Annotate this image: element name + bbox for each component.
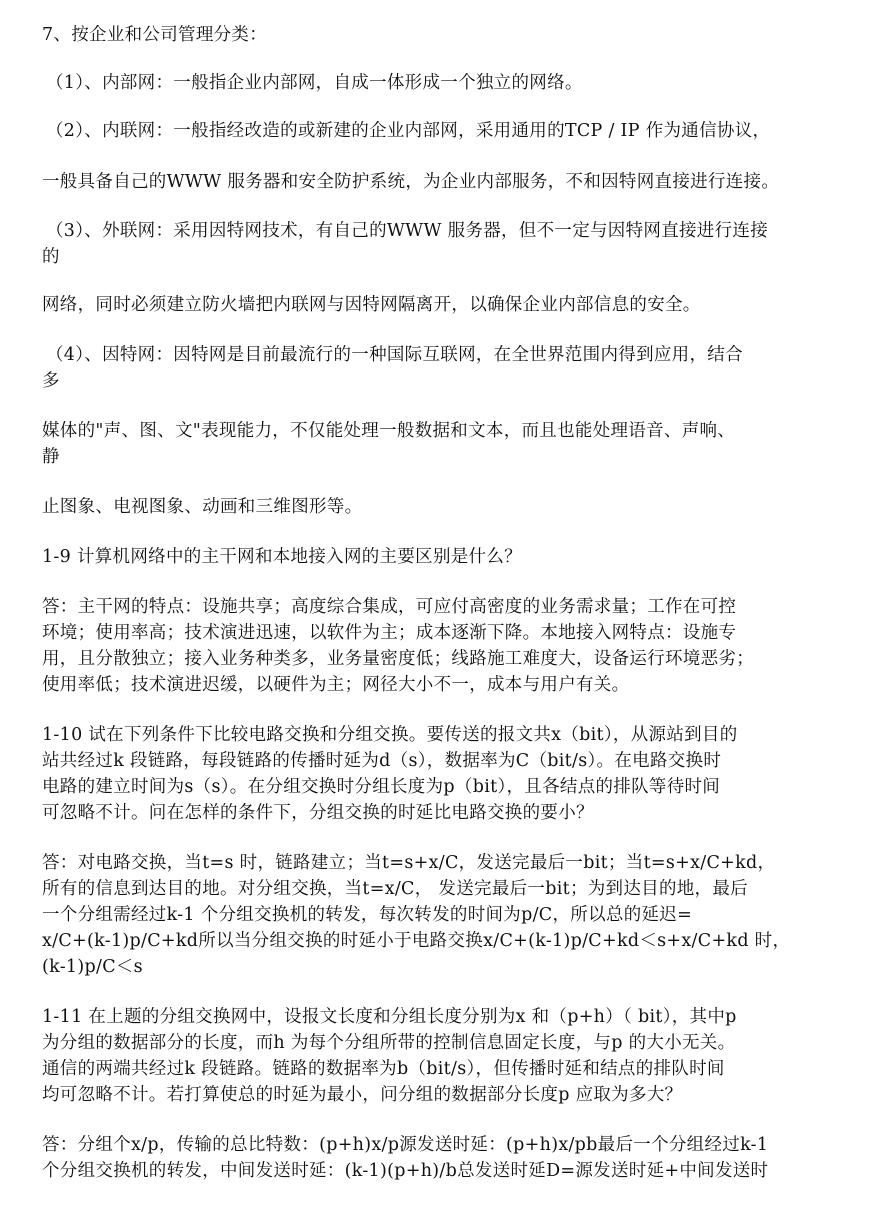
answer-1-9-line-2: 环境；使用率高；技术演进迅速，以软件为主；成本逐渐下降。本地接入网特点：设施专 (42, 623, 737, 643)
item-intranet-2: 一般具备自己的WWW 服务器和安全防护系统，为企业内部服务，不和因特网直接进行连接。 (42, 172, 780, 192)
item-extranet-2: 的 (42, 247, 60, 267)
answer-1-9-line-3: 用，且分散独立；接入业务种类多，业务量密度低；线路施工难度大，设备运行环境恶劣； (42, 649, 754, 669)
question-1-11-line-2: 为分组的数据部分的长度，而h 为每个分组所带的控制信息固定长度，与p 的大小无关。 (42, 1033, 736, 1053)
question-1-10-line-3: 电路的建立时间为s（s）。在分组交换时分组长度为p（bit），且各结点的排队等待时间 (42, 777, 721, 797)
answer-1-9-line-1: 答：主干网的特点：设施共享；高度综合集成，可应付高密度的业务需求量；工作在可控 (42, 597, 737, 617)
answer-1-10-line-4: x/C+(k-1)p/C+kd所以当分组交换的时延小于电路交换x/C+(k-1)p/C+kd＜s+x/C+kd 时， (42, 931, 791, 951)
item-intranet-internal: （1）、内部网：一般指企业内部网，自成一体形成一个独立的网络。 (46, 73, 583, 93)
item-extranet-3: 网络，同时必须建立防火墙把内联网与因特网隔离开，以确保企业内部信息的安全。 (42, 295, 701, 315)
question-1-11-line-1: 1-11 在上题的分组交换网中，设报文长度和分组长度分别为x 和（p+h）（ bit），其中p (42, 1007, 737, 1027)
question-1-11-line-3: 通信的两端共经过k 段链路。链路的数据率为b（bit/s），但传播时延和结点的排队时间 (42, 1059, 725, 1079)
answer-1-10-line-2: 所有的信息到达目的地。对分组交换，当t=x/C， 发送完最后一bit；为到达目的地，最后 (42, 879, 748, 899)
answer-1-11-line-2: 个分组交换机的转发，中间发送时延：(k-1)(p+h)/b总发送时延D=源发送时延+中间发送时 (42, 1161, 769, 1181)
item-internet-3: 媒体的"声、图、文"表现能力，不仅能处理一般数据和文本，而且也能处理语音、声响、 (42, 421, 736, 441)
item-internet-1: （4）、因特网：因特网是目前最流行的一种国际互联网，在全世界范围内得到应用，结合 (46, 345, 743, 365)
answer-1-10-line-3: 一个分组需经过k-1 个分组交换机的转发，每次转发的时间为p/C，所以总的延迟= (42, 905, 693, 925)
question-1-10-line-1: 1-10 试在下列条件下比较电路交换和分组交换。要传送的报文共x（bit），从源站到目的 (42, 725, 738, 745)
answer-1-10-line-1: 答：对电路交换，当t=s 时，链路建立；当t=s+x/C，发送完最后一bit；当t=s+x/C+kd， (42, 853, 776, 873)
item-internet-4: 静 (42, 447, 60, 467)
item-intranet-1: （2）、内联网：一般指经改造的或新建的企业内部网，采用通用的TCP / IP 作为通信协议， (46, 121, 771, 141)
answer-1-11-line-1: 答：分组个x/p，传输的总比特数：(p+h)x/p源发送时延：(p+h)x/pb最后一个分组经过k-1 (42, 1135, 769, 1155)
question-1-9: 1-9 计算机网络中的主干网和本地接入网的主要区别是什么？ (42, 547, 522, 567)
heading-classification: 7、按企业和公司管理分类： (42, 25, 268, 45)
item-extranet-1: （3）、外联网：采用因特网技术，有自己的WWW 服务器，但不一定与因特网直接进行连接 (46, 221, 769, 241)
question-1-11-line-4: 均可忽略不计。若打算使总的时延为最小，问分组的数据部分长度p 应取为多大？ (42, 1085, 683, 1105)
item-internet-5: 止图象、电视图象、动画和三维图形等。 (42, 497, 363, 517)
answer-1-9-line-4: 使用率低；技术演进迟缓，以硬件为主；网径大小不一，成本与用户有关。 (42, 675, 630, 695)
question-1-10-line-4: 可忽略不计。问在怎样的条件下，分组交换的时延比电路交换的要小？ (42, 803, 594, 823)
question-1-10-line-2: 站共经过k 段链路，每段链路的传播时延为d（s），数据率为C（bit/s）。在电路交换时 (42, 751, 722, 771)
item-internet-2: 多 (42, 371, 60, 391)
answer-1-10-line-5: (k-1)p/C＜s (42, 957, 143, 977)
